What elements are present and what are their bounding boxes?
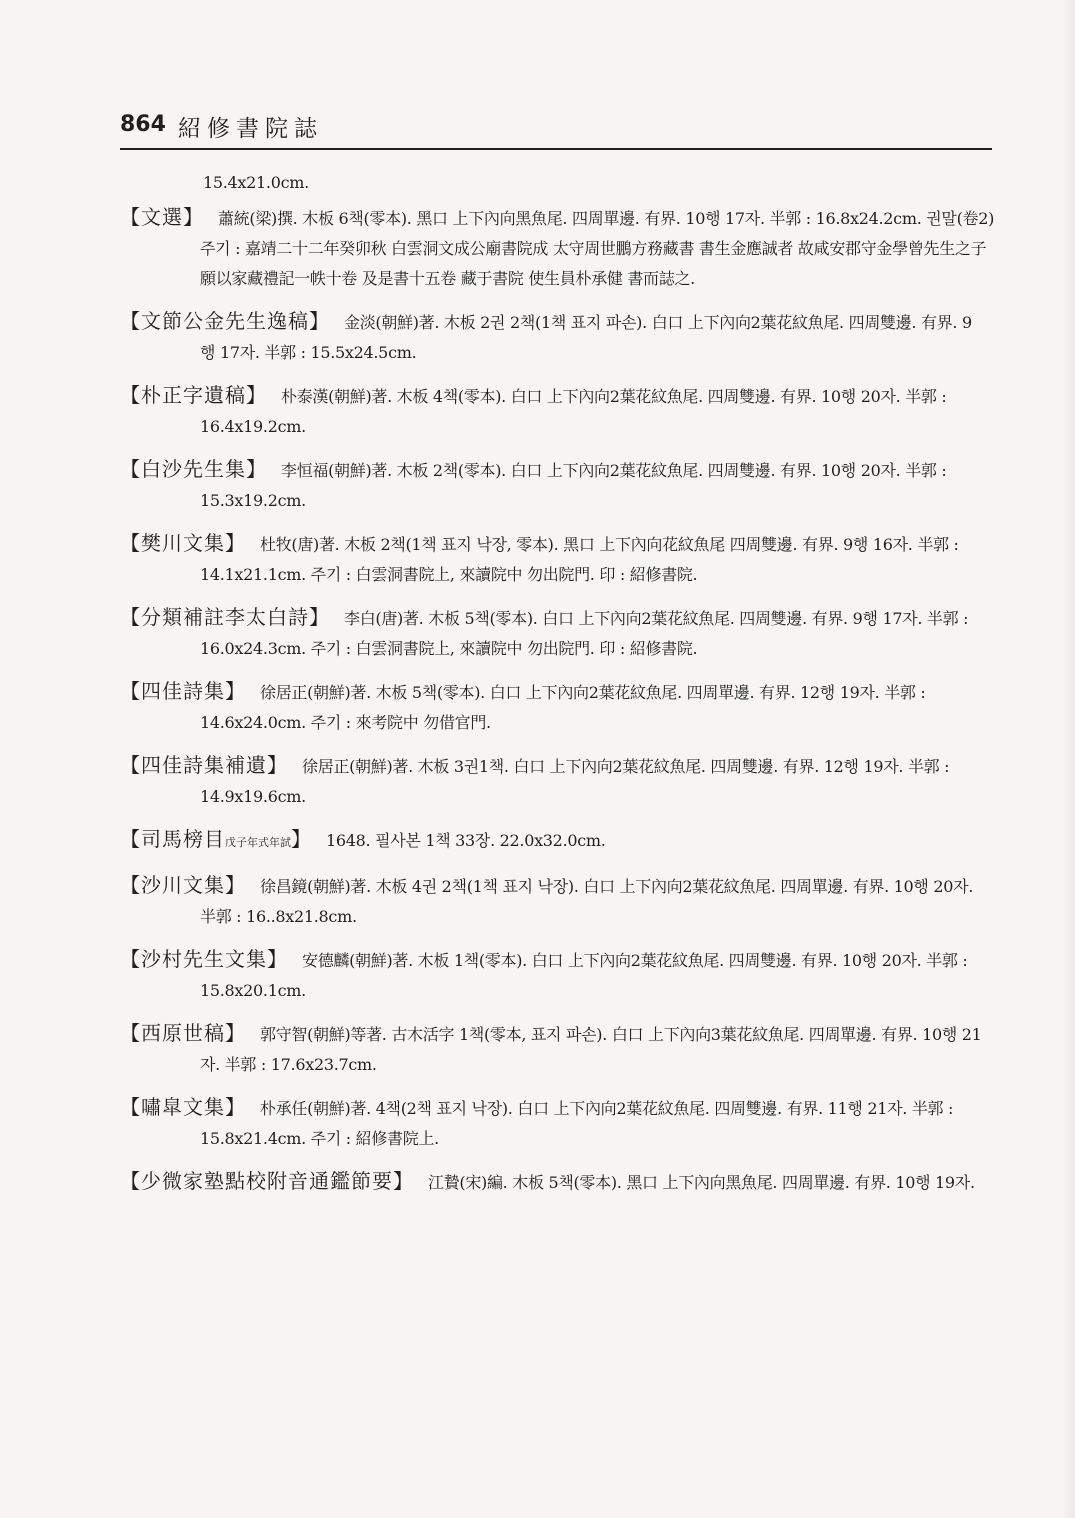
entry-title: 【嘯皐文集】 — [120, 1095, 246, 1119]
entry-text: 자. 半郭 : 17.6x23.7cm. — [200, 1055, 377, 1074]
entry-text: 14.6x24.0cm. 주기 : 來考院中 勿借官門. — [200, 713, 491, 732]
entry-text: 願以家藏禮記一帙十卷 及是書十五卷 藏于書院 使生員朴承健 書而誌之. — [200, 269, 695, 288]
continuation-line: 15.4x21.0cm. — [203, 173, 309, 192]
entry-text: 杜牧(唐)著. 木板 2책(1책 표지 낙장, 零本). 黑口 上下內向花紋魚尾 四周雙邊. 有界. 9행 16자. 半郭 : — [260, 535, 959, 554]
entry-title: 【樊川文集】 — [120, 531, 246, 555]
entry-text: 16.0x24.3cm. 주기 : 白雲洞書院上, 來讀院中 勿出院門. 印 : 紹修書院. — [200, 639, 698, 658]
entry-title-note: 戊子年式年試 — [225, 836, 291, 849]
entry-text: 행 17자. 半郭 : 15.5x24.5cm. — [200, 343, 417, 362]
entry-text: 徐昌鏡(朝鮮)著. 木板 4권 2책(1책 표지 낙장). 白口 上下內向2葉花紋魚尾. 四周單邊. 有界. 10행 20자. — [260, 877, 974, 896]
entry-text: 蕭統(梁)撰. 木板 6책(零本). 黑口 上下內向黑魚尾. 四周單邊. 有界. 10행 17자. 半郭 : 16.8x24.2cm. 권말(卷2) — [218, 209, 995, 228]
catalog-entries — [120, 168, 995, 1210]
entry-title: 【朴正字遺稿】 — [120, 383, 267, 407]
entry-title: 【白沙先生集】 — [120, 457, 267, 481]
entry-text: 14.1x21.1cm. 주기 : 白雲洞書院上, 來讀院中 勿出院門. 印 : 紹修書院. — [200, 565, 698, 584]
running-header — [120, 106, 992, 150]
catalog-entry — [120, 1092, 990, 1154]
entry-text: 朴泰漢(朝鮮)著. 木板 4책(零本). 白口 上下內向2葉花紋魚尾. 四周雙邊. 有界. 10행 20자. 半郭 : — [281, 387, 947, 406]
entry-text: 15.3x19.2cm. — [200, 491, 306, 510]
entry-text: 安德麟(朝鮮)著. 木板 1책(零本). 白口 上下內向2葉花紋魚尾. 四周雙邊. 有界. 10행 20자. 半郭 : — [302, 951, 968, 970]
entry-text: 15.8x20.1cm. — [200, 981, 306, 1000]
entry-title: 【沙村先生文集】 — [120, 947, 288, 971]
entry-text: 金淡(朝鮮)著. 木板 2권 2책(1책 표지 파손). 白口 上下內向2葉花紋魚尾. 四周雙邊. 有界. 9 — [344, 313, 972, 332]
entry-title: 【司馬榜目戊子年式年試】 — [120, 827, 312, 851]
catalog-entry — [120, 1166, 990, 1198]
entry-text: 江贄(宋)編. 木板 5책(零本). 黑口 上下內向黑魚尾. 四周單邊. 有界. 10행 19자. — [428, 1173, 975, 1192]
catalog-entry — [120, 306, 990, 368]
entry-text: 李恒福(朝鮮)著. 木板 2책(零本). 白口 上下內向2葉花紋魚尾. 四周雙邊. 有界. 10행 20자. 半郭 : — [281, 461, 947, 480]
entry-text: 16.4x19.2cm. — [200, 417, 306, 436]
catalog-entry — [120, 824, 990, 858]
catalog-entry — [120, 380, 990, 442]
entry-title: 【分類補註李太白詩】 — [120, 605, 330, 629]
entry-text: 주기 : 嘉靖二十二年癸卯秋 白雲洞文成公廟書院成 太守周世鵬方務藏書 書生金應誠者 故咸安郡守金學曾先生之子 — [200, 239, 987, 258]
catalog-entry — [120, 750, 990, 812]
page-number: 864 — [120, 112, 166, 137]
entry-title: 【四佳詩集補遺】 — [120, 753, 288, 777]
entry-title: 【文節公金先生逸稿】 — [120, 309, 330, 333]
catalog-entry — [120, 944, 990, 1006]
catalog-entry — [120, 870, 990, 932]
entry-text: 徐居正(朝鮮)著. 木板 3권1책. 白口 上下內向2葉花紋魚尾. 四周雙邊. 有界. 12행 19자. 半郭 : — [302, 757, 950, 776]
entry-title: 【少微家塾點校附音通鑑節要】 — [120, 1169, 414, 1193]
entry-title: 【沙川文集】 — [120, 873, 246, 897]
entry-text: 朴承任(朝鮮)著. 4책(2책 표지 낙장). 白口 上下內向2葉花紋魚尾. 四周雙邊. 有界. 11행 21자. 半郭 : — [260, 1099, 954, 1118]
entry-text: 15.8x21.4cm. 주기 : 紹修書院上. — [200, 1129, 439, 1148]
scan-edge-shadow — [1063, 0, 1075, 1518]
header-rule — [120, 148, 992, 150]
catalog-entry — [120, 454, 990, 516]
catalog-entry — [120, 602, 990, 664]
entry-text: 徐居正(朝鮮)著. 木板 5책(零本). 白口 上下內向2葉花紋魚尾. 四周單邊. 有界. 12행 19자. 半郭 : — [260, 683, 926, 702]
catalog-entry — [120, 528, 990, 590]
catalog-entry — [120, 1018, 990, 1080]
entry-text: 1648. 필사본 1책 33장. 22.0x32.0cm. — [326, 831, 606, 850]
entry-text: 李白(唐)著. 木板 5책(零本). 白口 上下內向2葉花紋魚尾. 四周雙邊. 有界. 9행 17자. 半郭 : — [344, 609, 969, 628]
entry-title: 【文選】 — [120, 205, 204, 229]
entry-text: 郭守智(朝鮮)等著. 古木活字 1책(零本, 표지 파손). 白口 上下內向3葉花紋魚尾. 四周單邊. 有界. 10행 21 — [260, 1025, 982, 1044]
catalog-entry — [120, 676, 990, 738]
entry-title: 【西原世稿】 — [120, 1021, 246, 1045]
book-title: 紹修書院誌 — [178, 116, 323, 142]
catalog-entry — [120, 202, 995, 294]
entry-title: 【四佳詩集】 — [120, 679, 246, 703]
entry-text: 半郭 : 16..8x21.8cm. — [200, 907, 357, 926]
entry-text: 14.9x19.6cm. — [200, 787, 306, 806]
